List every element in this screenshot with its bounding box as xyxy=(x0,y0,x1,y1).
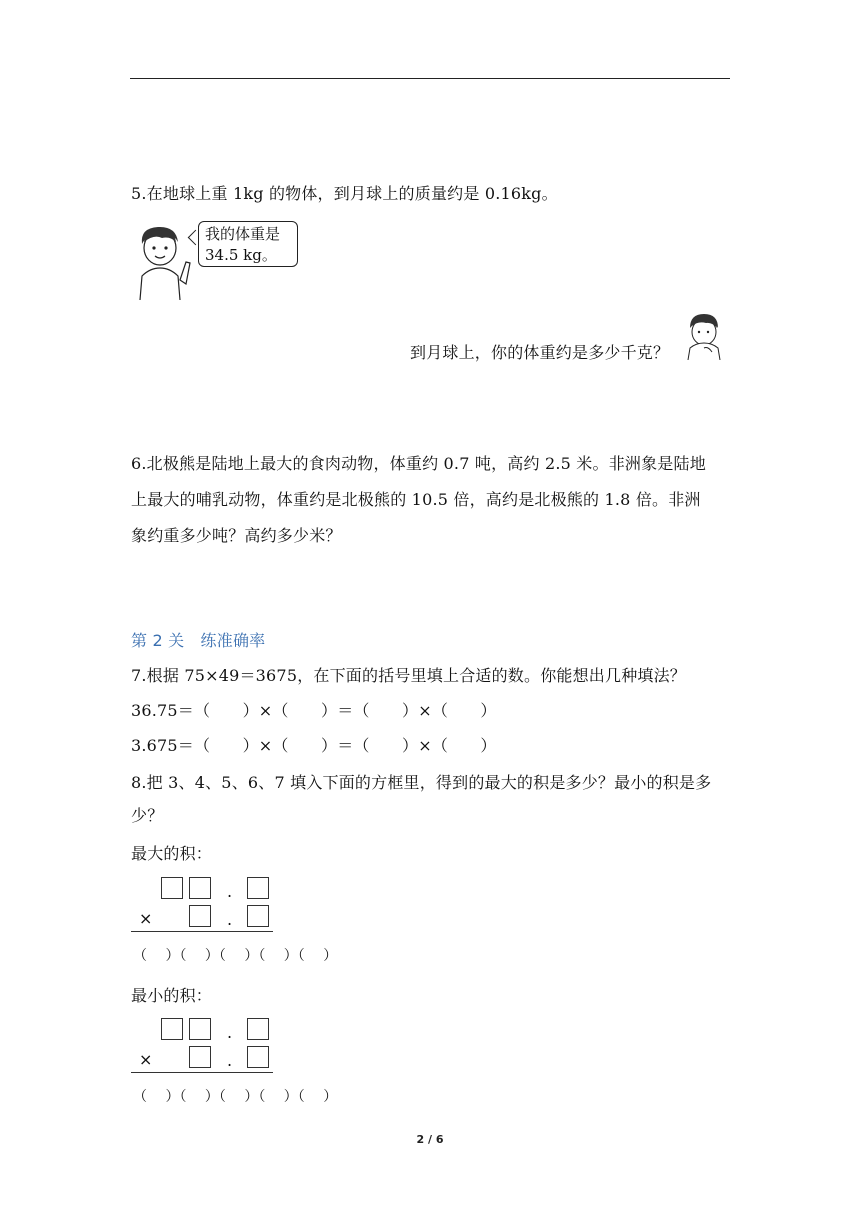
section-title: 第 2 关 练准确率 xyxy=(131,631,266,650)
digit-box[interactable] xyxy=(189,905,211,927)
question-5-text: 5.在地球上重 1kg 的物体，到月球上的质量约是 0.16kg。 xyxy=(131,184,558,203)
boy-illustration xyxy=(130,222,194,300)
digit-box[interactable] xyxy=(161,877,183,899)
decimal-point: . xyxy=(227,1023,233,1042)
digit-box[interactable] xyxy=(247,905,269,927)
digit-box[interactable] xyxy=(247,1046,269,1068)
question-8-line-2: 少？ xyxy=(131,806,164,825)
decimal-point: . xyxy=(227,1051,233,1070)
min-product-label: 最小的积： xyxy=(131,986,213,1005)
question-6-line-3: 象约重多少吨？高约多少米？ xyxy=(131,526,342,545)
times-sign: × xyxy=(139,1050,153,1069)
times-sign: × xyxy=(139,909,153,928)
digit-box[interactable] xyxy=(247,877,269,899)
bubble-line-2: 34.5 kg。 xyxy=(205,246,277,264)
bubble-line-1: 我的体重是 xyxy=(205,225,281,243)
speech-bubble xyxy=(198,221,298,267)
digit-box[interactable] xyxy=(247,1018,269,1040)
question-6-line-1: 6.北极熊是陆地上最大的食肉动物，体重约 0.7 吨，高约 2.5 米。非洲象是陆地 xyxy=(131,454,706,473)
question-6-line-2: 上最大的哺乳动物，体重约是北极熊的 10.5 倍，高约是北极熊的 1.8 倍。非洲 xyxy=(131,490,701,509)
multiplication-bar xyxy=(131,1072,273,1073)
question-7-row-1: 36.75＝（ ）×（ ）＝（ ）×（ ） xyxy=(131,701,497,720)
digit-box[interactable] xyxy=(189,1018,211,1040)
header-rule xyxy=(130,78,730,79)
question-5-prompt: 到月球上，你的体重约是多少千克？ xyxy=(410,343,670,362)
digit-box[interactable] xyxy=(189,877,211,899)
decimal-point: . xyxy=(227,910,233,929)
digit-box[interactable] xyxy=(189,1046,211,1068)
question-7-text: 7.根据 75×49＝3675，在下面的括号里填上合适的数。你能想出几种填法？ xyxy=(131,666,686,685)
question-8-line-1: 8.把 3、4、5、6、7 填入下面的方框里，得到的最大的积是多少？最小的积是多 xyxy=(131,773,712,792)
thinking-boy-illustration xyxy=(684,312,724,360)
digit-box[interactable] xyxy=(161,1018,183,1040)
max-answer-row: （ ）（ ）（ ）（ ）（ ） xyxy=(133,948,338,964)
multiplication-bar xyxy=(131,931,273,932)
max-product-label: 最大的积： xyxy=(131,844,213,863)
min-answer-row: （ ）（ ）（ ）（ ）（ ） xyxy=(133,1089,338,1105)
page-number: 2 / 6 xyxy=(416,1133,444,1146)
question-7-row-2: 3.675＝（ ）×（ ）＝（ ）×（ ） xyxy=(131,736,497,755)
decimal-point: . xyxy=(227,882,233,901)
